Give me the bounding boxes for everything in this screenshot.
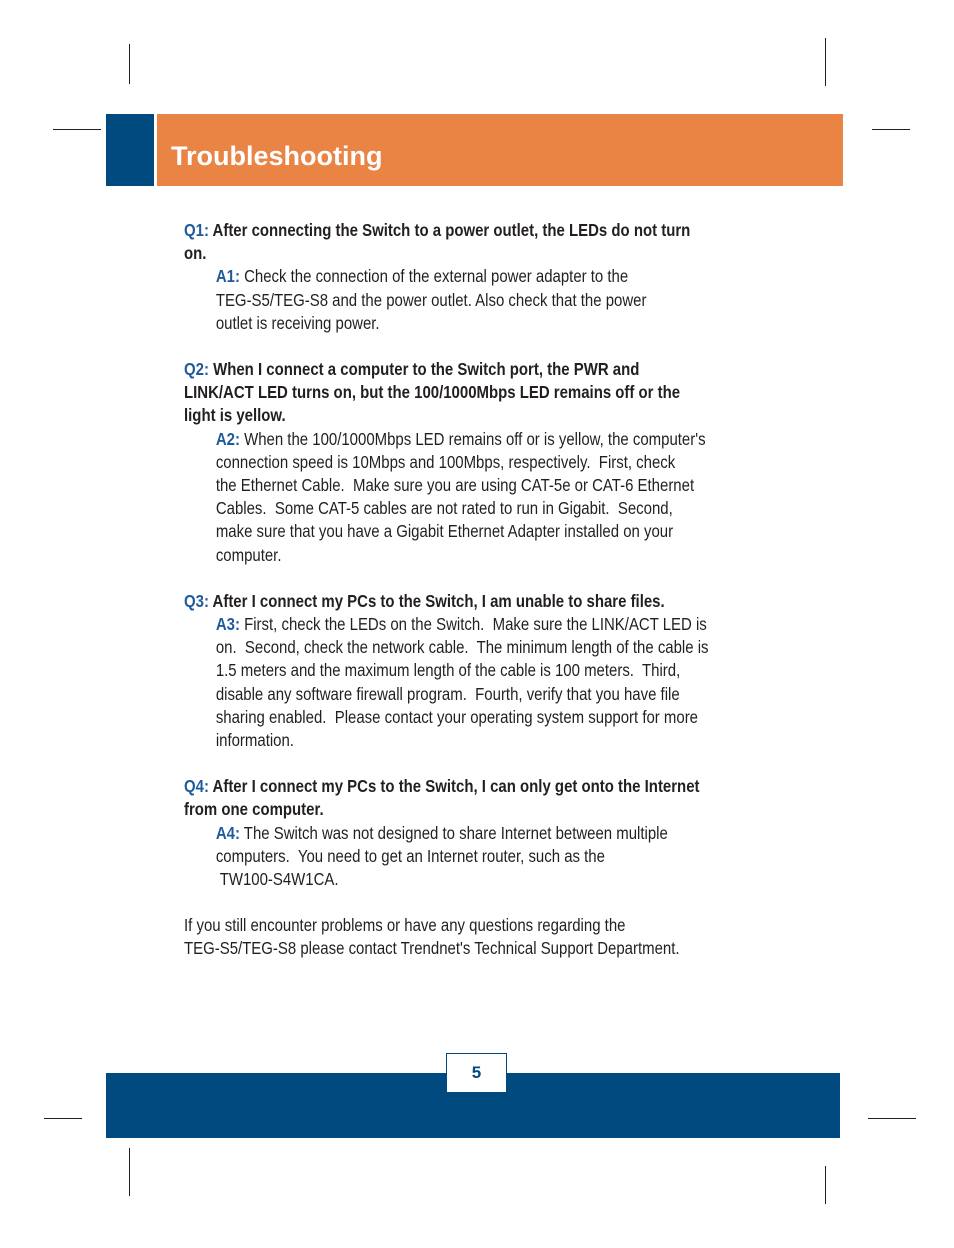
question-text-line: on. [184,243,207,264]
question-text-line: LINK/ACT LED turns on, but the 100/1000Mbps LED remains off or the [184,382,681,403]
crop-mark [129,1148,130,1196]
question-text-line: light is yellow. [184,405,286,426]
page-title: Troubleshooting [171,141,383,171]
crop-mark [872,129,910,130]
question [184,590,783,613]
answer-text-line: connection speed is 10Mbps and 100Mbps, respectively. First, check [215,451,676,472]
question-label: Q2: [184,359,209,380]
answer-text-line: TW100-S4W1CA. [215,869,339,890]
crop-mark [44,1118,82,1119]
question-text-line: When I connect a computer to the Switch port, the PWR and [213,359,640,380]
header-bar [157,114,843,186]
answer-label: A3: [215,614,240,635]
crop-mark [868,1118,916,1119]
qa-block [184,219,784,335]
crop-mark [129,44,130,84]
answer-text-line: First, check the LEDs on the Switch. Make sure the LINK/ACT LED is [239,614,707,635]
question-label: Q1: [184,220,209,240]
answer-text-line: computer. [215,544,282,565]
crop-mark [825,1166,826,1204]
answer [184,265,814,335]
question-text-line: from one computer. [184,799,324,820]
answer-text-line: Cables. Some CAT-5 cables are not rated to run in Gigabit. Second, [215,498,673,519]
answer-text-line: 1.5 meters and the maximum length of the cable is 100 meters. Third, [215,660,681,681]
qa-block [184,590,784,752]
troubleshooting-content [184,219,784,961]
crop-mark [825,38,826,86]
answer-text-line: disable any software firewall program. Fourth, verify that you have file [215,683,680,704]
answer-text-line: When the 100/1000Mbps LED remains off or is yellow, the computer's [239,428,706,449]
answer [184,613,814,752]
answer-text-line: on. Second, check the network cable. The minimum length of the cable is [215,637,709,658]
question [184,775,783,821]
answer-text-line: computers. You need to get an Internet router, such as the [215,845,605,866]
crop-mark [53,129,101,130]
question-text-line: After I connect my PCs to the Switch, I am unable to share files. [212,590,665,611]
spacer [184,752,784,775]
question [184,358,783,428]
closing-note [184,914,783,960]
answer-label: A2: [215,428,240,449]
answer-text-line: sharing enabled. Please contact your operating system support for more [215,706,698,727]
question-label: Q3: [184,590,209,611]
question [184,219,783,265]
answer-text-line: information. [215,730,294,751]
answer-text-line: Check the connection of the external power adapter to the [239,266,629,287]
qa-block [184,358,784,567]
closing-note-line: TEG-S5/TEG-S8 please contact Trendnet's Technical Support Department. [184,938,680,959]
spacer [184,335,784,358]
answer-text-line: the Ethernet Cable. Make sure you are using CAT-5e or CAT-6 Ethernet [215,475,695,496]
answer-text-line: The Switch was not designed to share Internet between multiple [239,822,668,843]
header-accent-block [106,114,154,186]
page-number: 5 [471,1063,482,1082]
answer [184,822,814,892]
question-text-line: After I connect my PCs to the Switch, I can only get onto the Internet [212,776,700,797]
answer-text-line: outlet is receiving power. [215,312,380,333]
answer-text-line: make sure that you have a Gigabit Ethernet Adapter installed on your [215,521,674,542]
answer-label: A4: [215,822,240,843]
closing-note-line: If you still encounter problems or have any questions regarding the [184,915,626,936]
answer-label: A1: [215,266,240,287]
spacer [184,567,784,590]
page-number-box [446,1053,507,1093]
question-label: Q4: [184,776,209,797]
question-text-line: After connecting the Switch to a power outlet, the LEDs do not turn [212,220,691,240]
answer-text-line: TEG-S5/TEG-S8 and the power outlet. Also check that the power [215,289,647,310]
answer [184,428,814,567]
qa-block [184,775,784,891]
spacer [184,891,784,914]
